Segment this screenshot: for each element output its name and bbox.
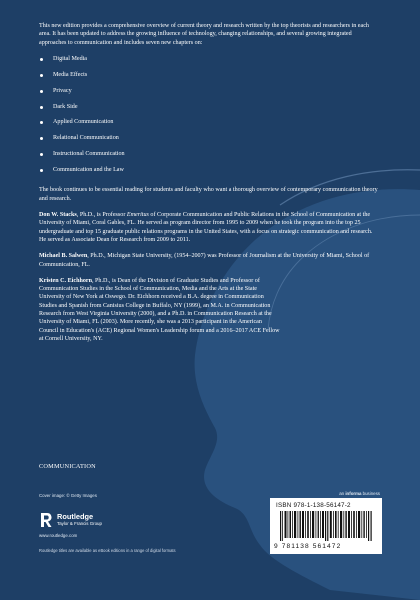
back-cover-text xyxy=(39,22,379,351)
new-chapters-list xyxy=(39,55,379,175)
list-item: Digital Media xyxy=(39,55,379,63)
informa-business-label: an informa business xyxy=(339,491,380,496)
author-name: Michael B. Salwen xyxy=(39,253,88,260)
cover-image-credit: Cover image: © Getty Images xyxy=(39,493,97,498)
author-bio-eichhorn: Kristen C. Eichhorn, Ph.D., is Dean of the Division of Graduate Studies and Professor of Communication Studies in the School of Communication, Media and the Arts at the State University of New York at Oswego. Dr. Eichhorn received a B.A. degree in Communication Studies and Spanish from Canisius College in Buffalo, NY (1999), an M.A. in Communication Research from West Virginia University (2000), and a Ph.D. in Communication Research at the University of Miami, FL (2003). More recently, she was a 2013 participant in the American Council in Education's (ACE) Regional Women's Leadership forum and a 2016–2017 ACE Fellow at Cornell University, NY. xyxy=(39,277,280,342)
isbn-barcode-panel xyxy=(270,498,382,554)
list-item: Media Effects xyxy=(39,71,379,79)
bullet-icon xyxy=(40,121,43,124)
routledge-logo-icon xyxy=(39,512,53,528)
bullet-icon xyxy=(40,169,43,172)
list-item: Relational Communication xyxy=(39,134,379,142)
author-name: Kristen C. Eichhorn xyxy=(39,277,92,284)
bullet-icon xyxy=(40,74,43,77)
bullet-icon xyxy=(40,90,43,93)
publisher-group: Taylor & Francis Group xyxy=(57,521,102,526)
list-item: Applied Communication xyxy=(39,118,379,126)
publisher-logo xyxy=(39,512,102,528)
subject-category: COMMUNICATION xyxy=(39,463,96,470)
list-item: Instructional Communication xyxy=(39,150,379,158)
author-bio-salwen: Michael B. Salwen, Ph.D., Michigan State University, (1954–2007) was Professor of Journalism at the University of Miami, School of Communication, FL. xyxy=(39,253,370,268)
closing-paragraph: The book continues to be essential reading for students and faculty who want a thorough overview of contemporary communication theory and research. xyxy=(39,187,378,202)
barcode-icon xyxy=(280,511,372,541)
intro-paragraph: This new edition provides a comprehensive overview of current theory and research written by the top theorists and researchers in each area. It has been updated to address the growing influence of technology, changing relationships, and several growing integrated approaches to communication and includes seven new chapters on: xyxy=(39,23,369,46)
ebook-availability-note: Routledge titles are available as eBook editions in a range of digital formats xyxy=(39,548,176,553)
list-item: Privacy xyxy=(39,87,379,95)
author-name: Don W. Stacks xyxy=(39,212,77,219)
author-bio-stacks: Don W. Stacks, Ph.D., is Professor Emeritus of Corporate Communication and Public Relations in the School of Communication at the University of Miami, Coral Gables, FL. He served as program director from 1995 to 2009 when he took the program into the top 25 undergraduate and top 15 graduate public relations programs in the United States, with a focus on strategic communication and research. He served as Associate Dean for Research from 2009 to 2011. xyxy=(39,212,373,243)
list-item: Communication and the Law xyxy=(39,166,379,174)
bullet-icon xyxy=(40,58,43,61)
publisher-url: www.routledge.com xyxy=(39,533,78,538)
publisher-name: Routledge xyxy=(57,512,94,521)
isbn-label: ISBN 978-1-138-56147-2 xyxy=(276,502,351,509)
bullet-icon xyxy=(40,153,43,156)
publisher-wordmark xyxy=(57,513,102,527)
list-item: Dark Side xyxy=(39,103,379,111)
bullet-icon xyxy=(40,137,43,140)
barcode-digits: 9 781138 561472 xyxy=(274,543,342,550)
bullet-icon xyxy=(40,106,43,109)
